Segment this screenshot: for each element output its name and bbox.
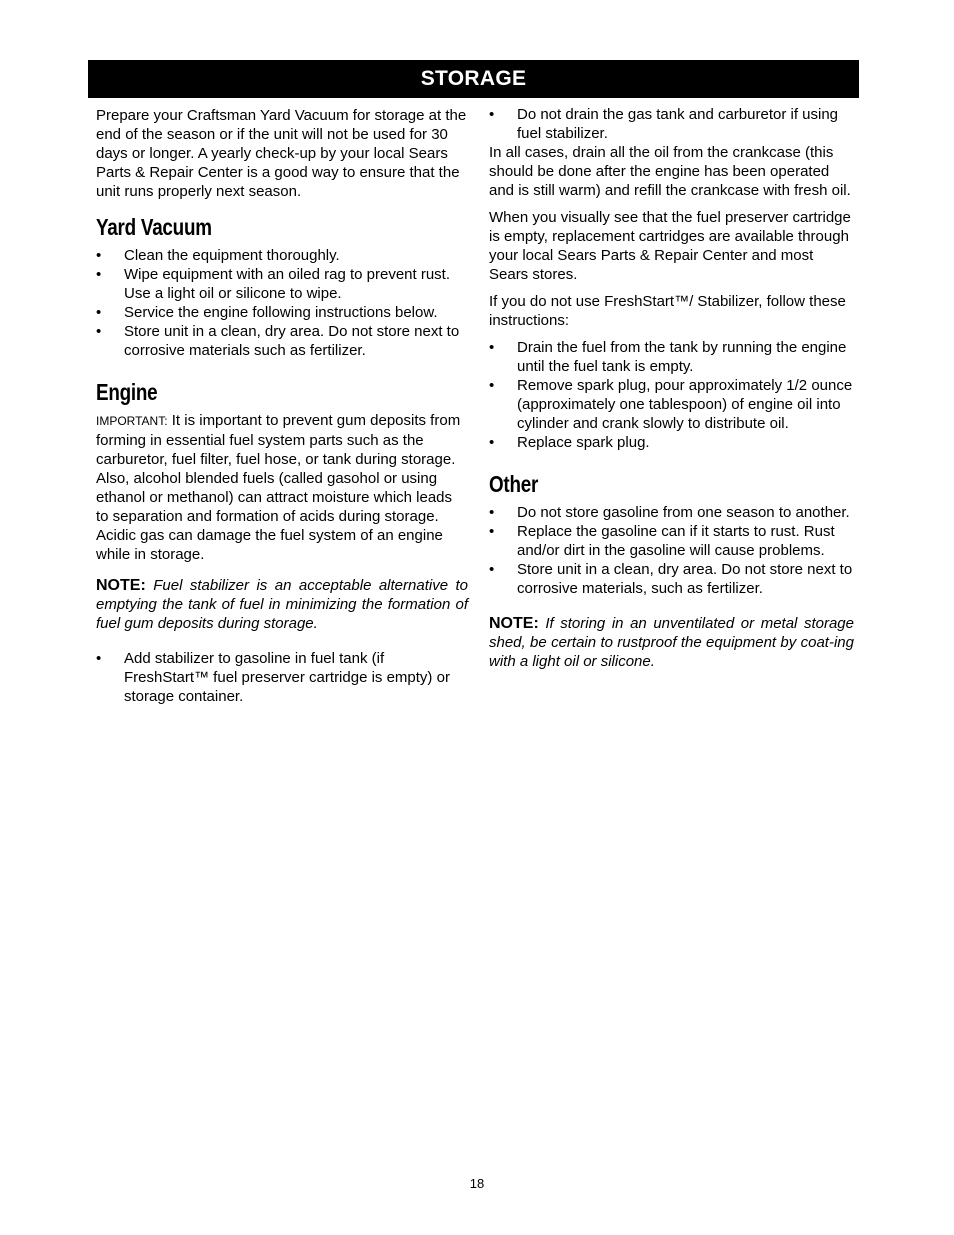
- note-text: If storing in an unventilated or metal storage shed, be certain to rustproof the equipment by coat-ing with a light oil or silicone.: [489, 615, 854, 670]
- other-note: [489, 614, 854, 671]
- list-item: • Drain the fuel from the tank by running the engine until the fuel tank is empty.: [489, 338, 854, 376]
- cartridge-paragraph: When you visually see that the fuel preserver cartridge is empty, replacement cartridges are available through your local Sears Parts & Repair Center and most Sears stores.: [489, 209, 851, 283]
- list-item: • Clean the equipment thoroughly.: [96, 246, 468, 265]
- note-text: Fuel stabilizer is an acceptable alternative to emptying the tank of fuel in minimizing the formation of fuel gum deposits during storage.: [96, 577, 468, 632]
- list-item: • Remove spark plug, pour approximately 1/2 ounce (approximately one tablespoon) of engine oil into cylinder and crank slowly to distribute oil.: [489, 376, 854, 433]
- list-item: • Do not store gasoline from one season to another.: [489, 503, 854, 522]
- list-item: • Store unit in a clean, dry area. Do not store next to corrosive materials such as fertilizer.: [96, 322, 468, 360]
- other-heading: Other: [489, 471, 539, 497]
- other-list: [489, 503, 854, 598]
- instructions-list: [489, 338, 854, 452]
- list-item: • Replace spark plug.: [489, 433, 854, 452]
- stabilizer-list: [489, 105, 854, 143]
- engine-note: [96, 576, 468, 633]
- engine-list: [96, 649, 468, 706]
- list-item: • Replace the gasoline can if it starts to rust. Rust and/or dirt in the gasoline will cause problems.: [489, 522, 854, 560]
- list-item: • Store unit in a clean, dry area. Do not store next to corrosive materials, such as fertilizer.: [489, 560, 854, 598]
- list-item: • Service the engine following instructions below.: [96, 303, 468, 322]
- yard-vacuum-list: [96, 246, 468, 360]
- page-number: 18: [469, 1176, 485, 1191]
- banner-title: STORAGE: [420, 67, 527, 90]
- engine-heading: Engine: [96, 379, 158, 405]
- list-item: • Wipe equipment with an oiled rag to prevent rust. Use a light oil or silicone to wipe.: [96, 265, 468, 303]
- no-stabilizer-paragraph: If you do not use FreshStart™/ Stabilizer, follow these instructions:: [489, 293, 846, 329]
- note-label: NOTE:: [489, 615, 539, 632]
- list-item: • Do not drain the gas tank and carburetor if using fuel stabilizer.: [489, 105, 854, 143]
- intro-paragraph: Prepare your Craftsman Yard Vacuum for storage at the end of the season or if the unit will not be used for 30 days or longer. A yearly check-up by your local Sears Parts & Repair Center is a good way to ensure that the unit runs properly next season.: [96, 107, 467, 200]
- important-label: IMPORTANT:: [96, 414, 168, 428]
- left-column: [96, 106, 468, 718]
- yard-vacuum-heading: Yard Vacuum: [96, 214, 212, 240]
- oil-paragraph: In all cases, drain all the oil from the crankcase (this should be done after the engine has been operated and is still warm) and refill the crankcase with fresh oil.: [489, 144, 851, 199]
- important-text: It is important to prevent gum deposits from forming in essential fuel system parts such as the carburetor, fuel filter, fuel hose, or tank during storage. Also, alcohol blended fuels (called gasohol or using ethanol or methanol) can attract moisture which leads to separation and formation of acids during storage. Acidic gas can damage the fuel system of an engine while in storage.: [96, 412, 461, 563]
- note-label: NOTE:: [96, 577, 146, 594]
- important-paragraph: [96, 411, 468, 564]
- right-column: [489, 105, 854, 683]
- list-item: • Add stabilizer to gasoline in fuel tank (if FreshStart™ fuel preserver cartridge is empty) or storage container.: [96, 649, 468, 706]
- section-banner: [88, 60, 859, 98]
